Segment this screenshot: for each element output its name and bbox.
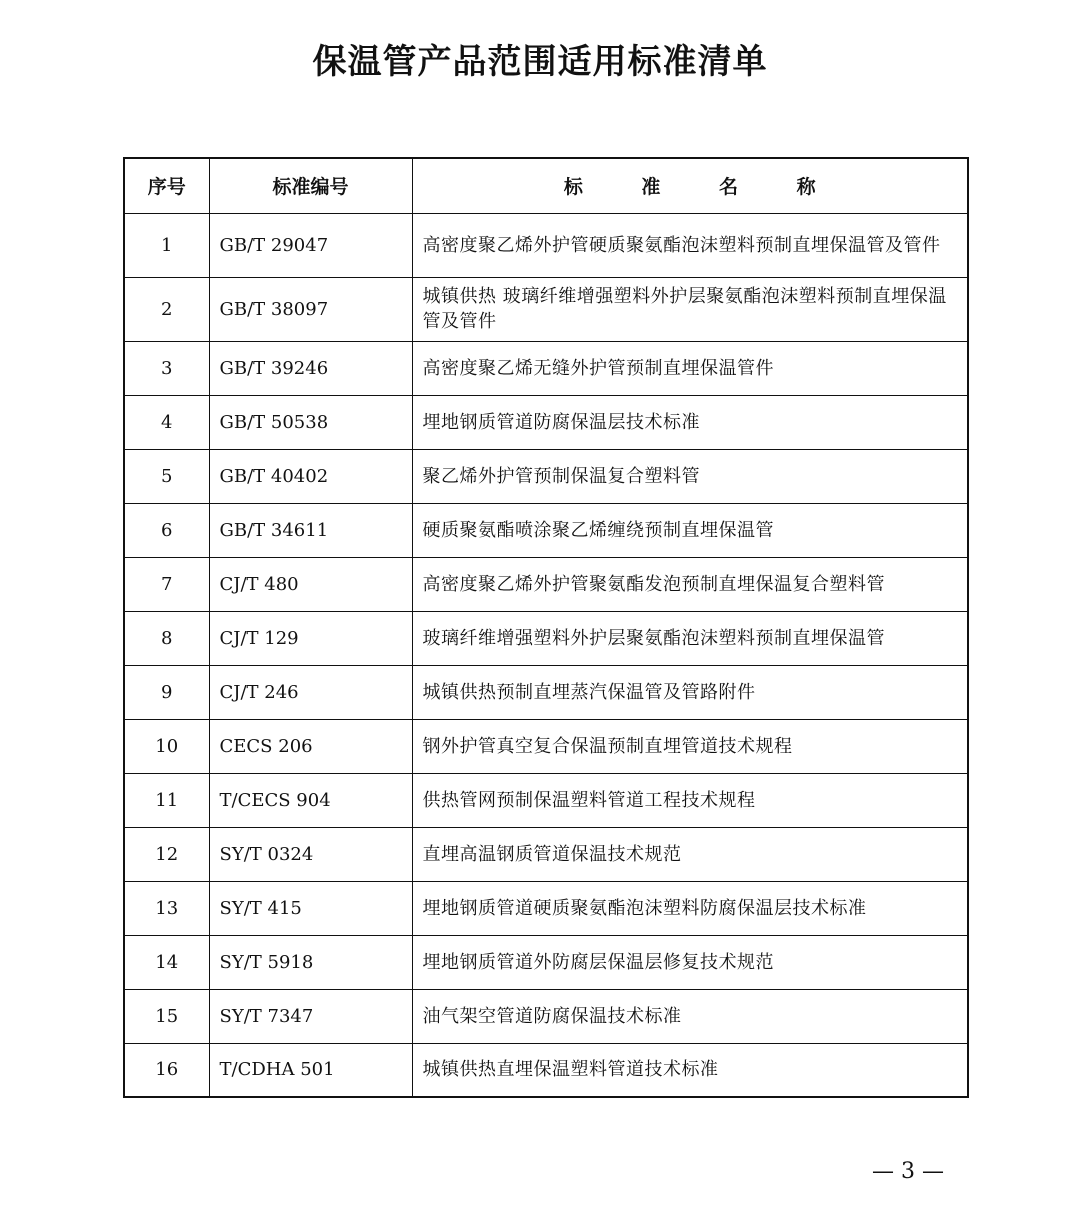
row-standard-name: 城镇供热 玻璃纤维增强塑料外护层聚氨酯泡沫塑料预制直埋保温管及管件 xyxy=(412,277,968,341)
row-serial-number: 11 xyxy=(124,773,209,827)
row-serial-number: 12 xyxy=(124,827,209,881)
table-row xyxy=(124,773,968,827)
row-standard-code: SY/T 0324 xyxy=(209,827,412,881)
row-standard-code: SY/T 415 xyxy=(209,881,412,935)
row-serial-number: 16 xyxy=(124,1043,209,1097)
row-standard-code: T/CDHA 501 xyxy=(209,1043,412,1097)
row-standard-code: CECS 206 xyxy=(209,719,412,773)
row-standard-name: 高密度聚乙烯外护管硬质聚氨酯泡沫塑料预制直埋保温管及管件 xyxy=(412,213,968,277)
row-standard-name: 城镇供热直埋保温塑料管道技术标准 xyxy=(412,1043,968,1097)
table-row xyxy=(124,881,968,935)
row-standard-code: CJ/T 480 xyxy=(209,557,412,611)
row-serial-number: 13 xyxy=(124,881,209,935)
row-serial-number: 5 xyxy=(124,449,209,503)
row-standard-code: CJ/T 129 xyxy=(209,611,412,665)
row-serial-number: 4 xyxy=(124,395,209,449)
table-row xyxy=(124,827,968,881)
table-row xyxy=(124,1043,968,1097)
row-standard-name: 油气架空管道防腐保温技术标准 xyxy=(412,989,968,1043)
row-standard-code: CJ/T 246 xyxy=(209,665,412,719)
row-serial-number: 14 xyxy=(124,935,209,989)
row-serial-number: 3 xyxy=(124,341,209,395)
row-standard-name: 高密度聚乙烯外护管聚氨酯发泡预制直埋保温复合塑料管 xyxy=(412,557,968,611)
table-row xyxy=(124,277,968,341)
page-number: — 3 — xyxy=(872,1159,944,1184)
row-standard-name: 聚乙烯外护管预制保温复合塑料管 xyxy=(412,449,968,503)
row-standard-name: 城镇供热预制直埋蒸汽保温管及管路附件 xyxy=(412,665,968,719)
row-standard-code: GB/T 40402 xyxy=(209,449,412,503)
row-serial-number: 7 xyxy=(124,557,209,611)
header-serial-number: 序号 xyxy=(124,158,209,213)
row-standard-name: 埋地钢质管道防腐保温层技术标准 xyxy=(412,395,968,449)
table-row xyxy=(124,989,968,1043)
table-row xyxy=(124,935,968,989)
row-standard-name: 埋地钢质管道硬质聚氨酯泡沫塑料防腐保温层技术标准 xyxy=(412,881,968,935)
row-standard-code: GB/T 38097 xyxy=(209,277,412,341)
row-standard-code: SY/T 7347 xyxy=(209,989,412,1043)
table-row xyxy=(124,449,968,503)
row-serial-number: 10 xyxy=(124,719,209,773)
row-standard-code: GB/T 39246 xyxy=(209,341,412,395)
table-row xyxy=(124,665,968,719)
table-row xyxy=(124,611,968,665)
table-row xyxy=(124,395,968,449)
table-row xyxy=(124,213,968,277)
document-title: 保温管产品范围适用标准清单 xyxy=(312,42,768,82)
row-serial-number: 15 xyxy=(124,989,209,1043)
row-serial-number: 9 xyxy=(124,665,209,719)
row-standard-name: 供热管网预制保温塑料管道工程技术规程 xyxy=(412,773,968,827)
row-standard-name: 钢外护管真空复合保温预制直埋管道技术规程 xyxy=(412,719,968,773)
row-serial-number: 2 xyxy=(124,277,209,341)
row-standard-name: 直埋高温钢质管道保温技术规范 xyxy=(412,827,968,881)
table-row xyxy=(124,341,968,395)
row-standard-name: 高密度聚乙烯无缝外护管预制直埋保温管件 xyxy=(412,341,968,395)
row-standard-code: GB/T 50538 xyxy=(209,395,412,449)
row-standard-name: 玻璃纤维增强塑料外护层聚氨酯泡沫塑料预制直埋保温管 xyxy=(412,611,968,665)
header-standard-name: 标 准 名 称 xyxy=(412,158,968,213)
table-row xyxy=(124,503,968,557)
row-standard-name: 埋地钢质管道外防腐层保温层修复技术规范 xyxy=(412,935,968,989)
row-standard-code: GB/T 29047 xyxy=(209,213,412,277)
row-standard-code: SY/T 5918 xyxy=(209,935,412,989)
standards-table xyxy=(123,157,969,1098)
row-serial-number: 8 xyxy=(124,611,209,665)
table-row xyxy=(124,719,968,773)
row-serial-number: 6 xyxy=(124,503,209,557)
header-standard-code: 标准编号 xyxy=(209,158,412,213)
table-header-row xyxy=(124,158,968,213)
row-standard-code: GB/T 34611 xyxy=(209,503,412,557)
table-row xyxy=(124,557,968,611)
row-standard-code: T/CECS 904 xyxy=(209,773,412,827)
row-serial-number: 1 xyxy=(124,213,209,277)
row-standard-name: 硬质聚氨酯喷涂聚乙烯缠绕预制直埋保温管 xyxy=(412,503,968,557)
